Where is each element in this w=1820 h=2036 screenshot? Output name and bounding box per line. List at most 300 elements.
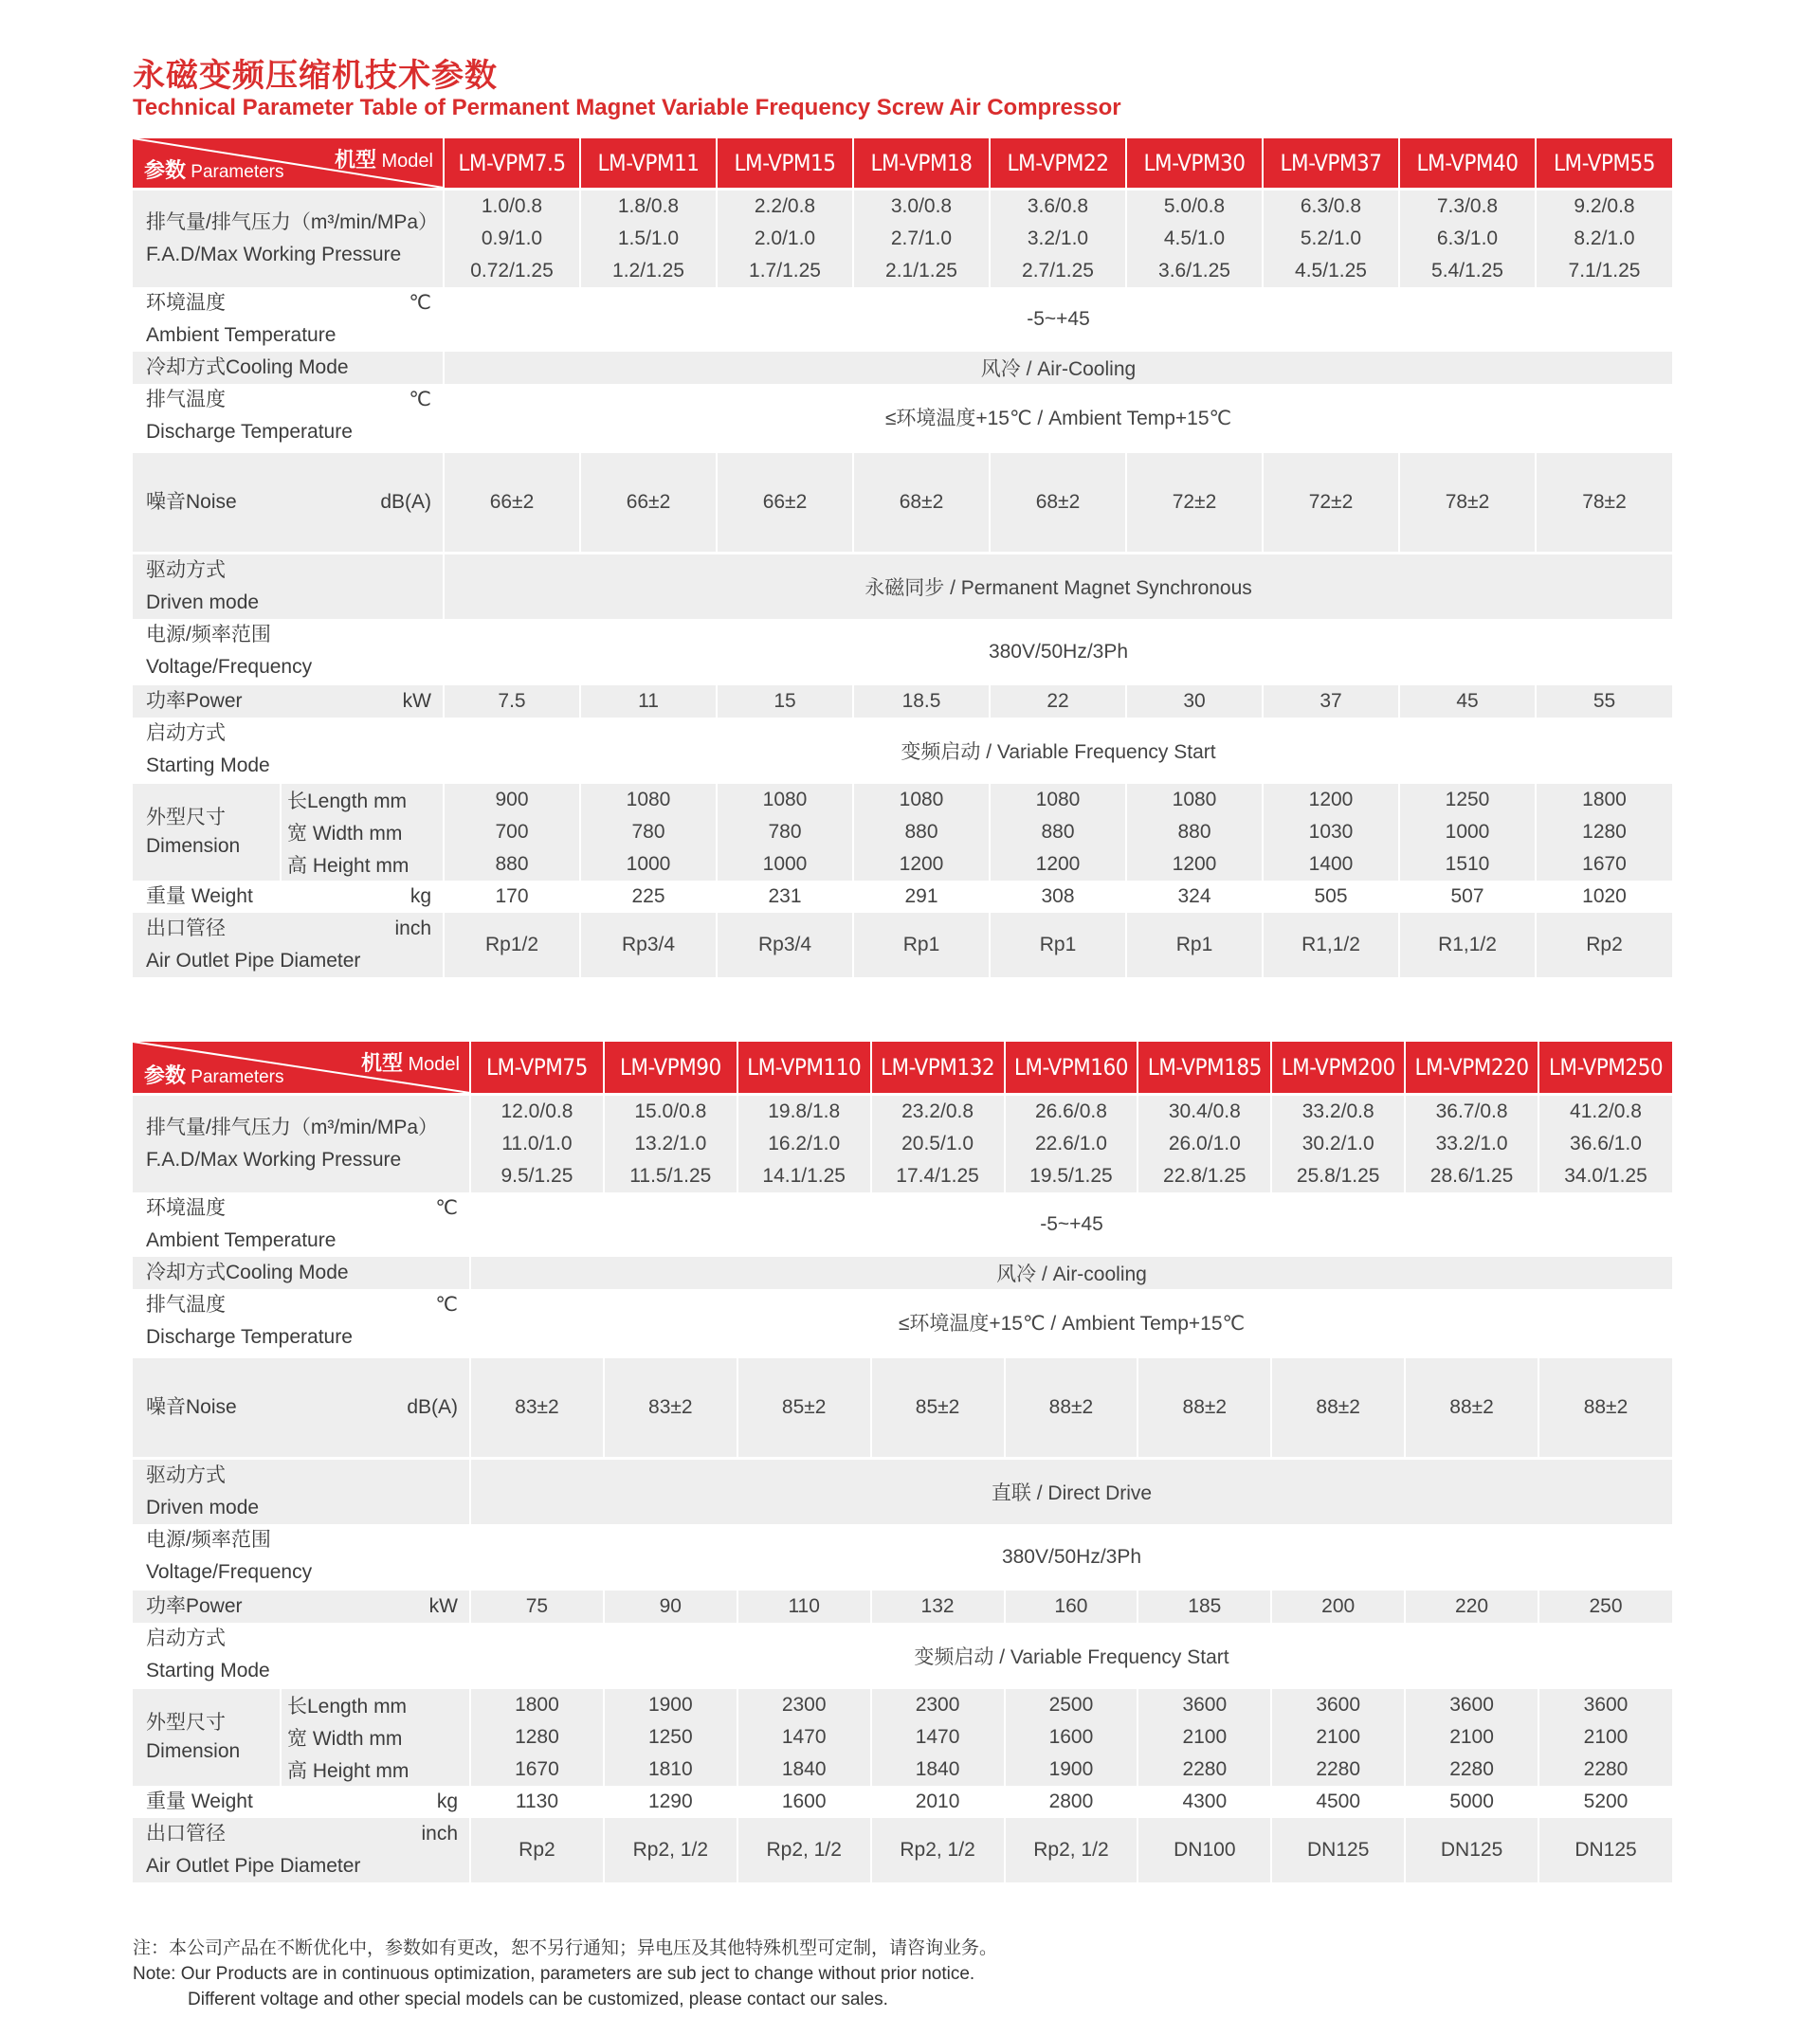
model-header: LM-VPM200 [1271,1042,1405,1093]
dim-height-value: 880 [444,848,580,881]
power-value: 15 [717,685,853,718]
corner-model-label [335,144,433,173]
driven-label-cn: 驱动方式 [146,559,226,581]
ambient-label-cn: 环境温度 [146,1197,226,1219]
ambient-label-en: Ambient Temperature [146,324,337,346]
dim-length-value: 3600 [1271,1689,1405,1721]
header-corner [133,1042,470,1093]
footnote [133,1936,997,2012]
driven-label-en: Driven mode [146,591,260,613]
discharge-unit: ℃ [435,1294,458,1316]
corner-param-label [144,155,284,184]
fad-value: 8.2/1.0 [1574,227,1635,249]
driven-value: 直联 / Direct Drive [991,1482,1153,1504]
row-label [133,453,444,552]
dim-width-value: 1000 [1399,816,1536,848]
dim-length-value: 1080 [717,784,853,816]
row-label [133,881,444,913]
outlet-value: Rp1 [1126,913,1263,977]
row-label [133,1818,470,1882]
outlet-label-cn: 出口管径 [146,918,226,939]
dim-height-value: 1510 [1399,848,1536,881]
weight-value: 505 [1263,881,1399,913]
starting-label-en: Starting Mode [146,1660,270,1682]
dim-height-value: 2280 [1583,1758,1629,1780]
noise-value: 72±2 [1126,453,1263,552]
fad-value: 2.1/1.25 [853,255,990,287]
row-label [133,1524,470,1591]
noise-value: 68±2 [853,453,990,552]
fad-value: 36.6/1.0 [1570,1133,1642,1154]
weight-value: 5200 [1583,1791,1629,1812]
weight-value: 231 [717,881,853,913]
footnote-en-1: Note: Our Products are in continuous optimization, parameters are sub ject to change without prior notice. [133,1964,975,1984]
dim-width-value: 1600 [1005,1721,1138,1754]
power-value: 75 [470,1591,604,1623]
row-label [133,191,444,287]
voltage-label-en: Voltage/Frequency [146,1561,313,1583]
dim-width-value: 880 [990,816,1126,848]
noise-value: 83±2 [470,1358,604,1457]
model-header: LM-VPM40 [1399,138,1536,188]
weight-value: 308 [990,881,1126,913]
dim-height-value: 1900 [1005,1754,1138,1786]
fad-value: 15.0/0.8 [604,1096,737,1128]
dim-width-value: 2100 [1271,1721,1405,1754]
dim-width-value: 1250 [604,1721,737,1754]
row-label [133,913,444,977]
dim-width-value: 700 [444,816,580,848]
voltage-label-en: Voltage/Frequency [146,656,313,678]
power-value: 37 [1263,685,1399,718]
weight-unit: kg [436,1791,458,1812]
cooling-value: 风冷 / Air-Cooling [980,358,1137,380]
dim-length-value: 3600 [1138,1689,1271,1721]
outlet-value: DN100 [1138,1818,1271,1882]
fad-label-cn: 排气量/排气压力（m³/min/MPa） [146,1117,439,1138]
model-header: LM-VPM110 [737,1042,871,1093]
fad-value: 5.0/0.8 [1126,191,1263,223]
outlet-label-en: Air Outlet Pipe Diameter [146,950,361,972]
fad-value: 1.7/1.25 [717,255,853,287]
outlet-value: Rp2, 1/2 [737,1818,871,1882]
fad-value: 6.3/0.8 [1263,191,1399,223]
dim-width-value: 1030 [1263,816,1399,848]
page-title-cn: 永磁变频压缩机技术参数 [133,57,498,95]
fad-label-cn: 排气量/排气压力（m³/min/MPa） [146,211,439,233]
power-value: 250 [1589,1595,1623,1617]
power-unit: kW [402,690,431,712]
dim-height-value: 1670 [1582,853,1627,875]
noise-value: 88±2 [1271,1358,1405,1457]
dim-label-cn: 外型尺寸 [146,1712,226,1734]
discharge-label-en: Discharge Temperature [146,421,353,443]
fad-value: 33.2/1.0 [1405,1128,1538,1160]
voltage-value: 380V/50Hz/3Ph [1001,1546,1142,1568]
weight-label: 重量 Weight [146,885,253,907]
dim-width-value: 880 [853,816,990,848]
dim-width-value: 2100 [1583,1726,1629,1748]
fad-value: 19.5/1.25 [1005,1160,1138,1192]
fad-value: 2.7/1.25 [990,255,1126,287]
power-label: 功率Power [146,690,243,712]
noise-unit: dB(A) [407,1396,458,1418]
dim-sub-label: 高 Height mm [281,1754,470,1786]
dim-length-value: 1800 [470,1689,604,1721]
noise-value: 85±2 [871,1358,1005,1457]
weight-value: 1290 [604,1786,737,1818]
outlet-value: Rp1/2 [444,913,580,977]
power-value: 11 [580,685,717,718]
outlet-value: Rp2, 1/2 [871,1818,1005,1882]
model-header: LM-VPM30 [1126,138,1263,188]
fad-value: 11.0/1.0 [470,1128,604,1160]
power-value: 110 [737,1591,871,1623]
model-header: LM-VPM220 [1405,1042,1538,1093]
fad-value: 4.5/1.25 [1263,255,1399,287]
fad-value: 7.3/0.8 [1399,191,1536,223]
dim-sub-label: 宽 Width mm [281,816,444,848]
voltage-label-cn: 电源/频率范围 [146,624,271,645]
weight-value: 291 [853,881,990,913]
dim-height-value: 1840 [871,1754,1005,1786]
fad-value: 2.7/1.0 [853,223,990,255]
dim-height-value: 1670 [470,1754,604,1786]
dim-height-value: 1200 [853,848,990,881]
fad-value: 30.4/0.8 [1138,1096,1271,1128]
fad-value: 25.8/1.25 [1271,1160,1405,1192]
fad-value: 5.2/1.0 [1263,223,1399,255]
noise-value: 78±2 [1399,453,1536,552]
corner-model-cn: 机型 [360,1051,403,1075]
row-label [133,1192,470,1257]
fad-value: 19.8/1.8 [737,1096,871,1128]
noise-value: 66±2 [580,453,717,552]
dim-height-value: 1200 [990,848,1126,881]
noise-value: 85±2 [737,1358,871,1457]
noise-label: 噪音Noise [146,491,237,513]
dim-length-value: 1900 [604,1689,737,1721]
dim-height-value: 2280 [1271,1754,1405,1786]
corner-param-en: Parameters [191,162,284,182]
voltage-value: 380V/50Hz/3Ph [988,641,1129,663]
starting-label-cn: 启动方式 [146,1627,226,1649]
outlet-value: DN125 [1405,1818,1538,1882]
corner-param-cn: 参数 [144,1063,187,1087]
fad-value: 9.5/1.25 [470,1160,604,1192]
fad-value: 12.0/0.8 [470,1096,604,1128]
fad-value: 26.0/1.0 [1138,1128,1271,1160]
corner-param-en: Parameters [191,1067,284,1087]
noise-value: 88±2 [1583,1396,1629,1418]
fad-value: 0.9/1.0 [444,223,580,255]
ambient-label-en: Ambient Temperature [146,1229,337,1251]
dim-length-value: 3600 [1583,1694,1629,1716]
weight-value: 1020 [1582,885,1627,907]
ambient-unit: ℃ [435,1197,458,1219]
fad-value: 1.8/0.8 [580,191,717,223]
weight-value: 2800 [1005,1786,1138,1818]
row-label [133,1786,470,1818]
footnote-en-2: Different voltage and other special models can be customized, please contact our sales. [188,1990,888,2009]
noise-value: 88±2 [1138,1358,1271,1457]
noise-value: 88±2 [1405,1358,1538,1457]
row-label [133,1460,470,1524]
voltage-label-cn: 电源/频率范围 [146,1529,271,1551]
fad-value: 7.1/1.25 [1568,260,1641,282]
driven-label-en: Driven mode [146,1497,260,1518]
dim-height-value: 1200 [1126,848,1263,881]
dim-width-value: 2100 [1405,1721,1538,1754]
cooling-label: 冷却方式Cooling Mode [146,1262,349,1283]
weight-value: 5000 [1405,1786,1538,1818]
weight-value: 4300 [1138,1786,1271,1818]
fad-value: 3.6/0.8 [990,191,1126,223]
outlet-value: R1,1/2 [1399,913,1536,977]
power-value: 30 [1126,685,1263,718]
power-value: 22 [990,685,1126,718]
model-header: LM-VPM132 [871,1042,1005,1093]
spec-table-1 [133,138,1672,977]
corner-model-en: Model [381,151,433,172]
outlet-unit: inch [421,1823,458,1845]
power-unit: kW [428,1595,458,1617]
fad-label-en: F.A.D/Max Working Pressure [146,244,402,265]
model-header: LM-VPM22 [990,138,1126,188]
starting-value: 变频启动 / Variable Frequency Start [914,1646,1229,1668]
fad-value: 2.2/0.8 [717,191,853,223]
weight-label: 重量 Weight [146,1791,253,1812]
spec-table-2 [133,1042,1672,1882]
cooling-value: 风冷 / Air-cooling [996,1263,1147,1285]
outlet-value: Rp3/4 [717,913,853,977]
model-header: LM-VPM160 [1005,1042,1138,1093]
fad-value: 6.3/1.0 [1399,223,1536,255]
row-label [133,1591,470,1623]
outlet-value: Rp2, 1/2 [1005,1818,1138,1882]
outlet-label-cn: 出口管径 [146,1823,226,1845]
dim-label-en: Dimension [146,1740,241,1762]
fad-value: 16.2/1.0 [737,1128,871,1160]
dim-height-value: 2280 [1138,1754,1271,1786]
header-corner [133,138,444,188]
row-label [133,1096,470,1192]
corner-model-cn: 机型 [334,148,376,172]
weight-value: 225 [580,881,717,913]
starting-label-cn: 启动方式 [146,722,226,744]
outlet-value: R1,1/2 [1263,913,1399,977]
row-label [133,352,444,384]
power-label: 功率Power [146,1595,243,1617]
weight-value: 2010 [871,1786,1005,1818]
discharge-label-en: Discharge Temperature [146,1326,353,1348]
power-value: 185 [1138,1591,1271,1623]
corner-param-cn: 参数 [144,158,187,182]
power-value: 45 [1399,685,1536,718]
ambient-value: -5~+45 [1027,308,1090,330]
power-value: 7.5 [444,685,580,718]
dim-label-cn: 外型尺寸 [146,807,226,828]
dim-sub-label: 宽 Width mm [281,1721,470,1754]
dim-length-value: 1080 [1126,784,1263,816]
model-header: LM-VPM7.5 [444,138,580,188]
discharge-unit: ℃ [409,389,431,410]
noise-label: 噪音Noise [146,1396,237,1418]
ambient-value: -5~+45 [1040,1213,1103,1235]
model-header: LM-VPM11 [580,138,717,188]
fad-value: 13.2/1.0 [604,1128,737,1160]
discharge-value: ≤环境温度+15℃ / Ambient Temp+15℃ [898,1313,1246,1335]
model-header: LM-VPM55 [1536,138,1672,188]
fad-value: 28.6/1.25 [1405,1160,1538,1192]
fad-value: 3.0/0.8 [853,191,990,223]
weight-value: 1600 [737,1786,871,1818]
weight-value: 507 [1399,881,1536,913]
dim-length-value: 1080 [580,784,717,816]
noise-value: 88±2 [1005,1358,1138,1457]
noise-value: 66±2 [717,453,853,552]
weight-unit: kg [410,885,431,907]
dim-width-value: 880 [1126,816,1263,848]
dim-length-value: 2300 [737,1689,871,1721]
row-label [133,619,444,685]
dim-height-value: 1810 [604,1754,737,1786]
discharge-label-cn: 排气温度 [146,389,226,410]
dim-length-value: 1080 [853,784,990,816]
model-header: LM-VPM185 [1138,1042,1271,1093]
corner-model-label [361,1047,460,1077]
fad-value: 2.0/1.0 [717,223,853,255]
fad-value: 1.5/1.0 [580,223,717,255]
fad-value: 22.8/1.25 [1138,1160,1271,1192]
cooling-label: 冷却方式Cooling Mode [146,356,349,378]
driven-value: 永磁同步 / Permanent Magnet Synchronous [864,577,1252,599]
dim-height-value: 1840 [737,1754,871,1786]
dim-height-value: 2280 [1405,1754,1538,1786]
fad-value: 11.5/1.25 [604,1160,737,1192]
starting-label-en: Starting Mode [146,754,270,776]
dim-height-value: 1000 [717,848,853,881]
outlet-value: DN125 [1574,1839,1637,1861]
noise-unit: dB(A) [380,491,431,513]
noise-value: 68±2 [990,453,1126,552]
page-title-en: Technical Parameter Table of Permanent Magnet Variable Frequency Screw Air Compressor [133,95,1121,120]
dim-sub-label: 高 Height mm [281,848,444,881]
row-label [133,384,444,450]
outlet-value: Rp2 [470,1818,604,1882]
noise-value: 66±2 [444,453,580,552]
outlet-value: Rp2 [1586,934,1623,955]
dim-length-value: 2300 [871,1689,1005,1721]
row-label [133,718,444,784]
model-header: LM-VPM75 [470,1042,604,1093]
weight-value: 4500 [1271,1786,1405,1818]
fad-value: 1.2/1.25 [580,255,717,287]
corner-param-label [144,1060,284,1089]
row-label [133,1689,281,1786]
noise-value: 78±2 [1582,491,1627,513]
outlet-value: Rp3/4 [580,913,717,977]
dim-length-value: 1200 [1263,784,1399,816]
outlet-unit: inch [394,918,431,939]
row-label [133,1257,470,1289]
row-label [133,784,281,881]
fad-value: 33.2/0.8 [1271,1096,1405,1128]
dim-width-value: 780 [717,816,853,848]
footnote-cn: 注：本公司产品在不断优化中，参数如有更改，恕不另行通知；异电压及其他特殊机型可定制，请咨询业务。 [133,1938,998,1958]
dim-length-value: 3600 [1405,1689,1538,1721]
outlet-value: Rp1 [853,913,990,977]
row-label [133,287,444,352]
dim-sub-label: 长Length mm [281,1689,470,1721]
power-value: 132 [871,1591,1005,1623]
corner-model-en: Model [408,1054,460,1075]
dim-length-value: 1250 [1399,784,1536,816]
fad-value: 4.5/1.0 [1126,223,1263,255]
discharge-value: ≤环境温度+15℃ / Ambient Temp+15℃ [884,408,1232,429]
dim-length-value: 2500 [1005,1689,1138,1721]
dim-length-value: 1080 [990,784,1126,816]
power-value: 220 [1405,1591,1538,1623]
fad-label-en: F.A.D/Max Working Pressure [146,1149,402,1171]
power-value: 18.5 [853,685,990,718]
fad-value: 9.2/0.8 [1574,195,1635,217]
dim-height-value: 1400 [1263,848,1399,881]
ambient-label-cn: 环境温度 [146,292,226,314]
noise-value: 72±2 [1263,453,1399,552]
model-header: LM-VPM37 [1263,138,1399,188]
row-label [133,1289,470,1355]
fad-value: 1.0/0.8 [444,191,580,223]
driven-label-cn: 驱动方式 [146,1464,226,1486]
outlet-value: Rp2, 1/2 [604,1818,737,1882]
model-header: LM-VPM15 [717,138,853,188]
fad-value: 17.4/1.25 [871,1160,1005,1192]
weight-value: 324 [1126,881,1263,913]
fad-value: 0.72/1.25 [444,255,580,287]
ambient-unit: ℃ [409,292,431,314]
fad-value: 3.2/1.0 [990,223,1126,255]
noise-value: 83±2 [604,1358,737,1457]
weight-value: 1130 [470,1786,604,1818]
fad-value: 41.2/0.8 [1570,1100,1642,1122]
fad-value: 22.6/1.0 [1005,1128,1138,1160]
model-header: LM-VPM250 [1538,1042,1672,1093]
fad-value: 30.2/1.0 [1271,1128,1405,1160]
dim-length-value: 1800 [1582,789,1627,810]
dim-width-value: 1280 [470,1721,604,1754]
fad-value: 3.6/1.25 [1126,255,1263,287]
fad-value: 20.5/1.0 [871,1128,1005,1160]
fad-value: 23.2/0.8 [871,1096,1005,1128]
fad-value: 26.6/0.8 [1005,1096,1138,1128]
model-header: LM-VPM18 [853,138,990,188]
fad-value: 5.4/1.25 [1399,255,1536,287]
dim-sub-label: 长Length mm [281,784,444,816]
dim-width-value: 1470 [737,1721,871,1754]
dim-height-value: 1000 [580,848,717,881]
dim-width-value: 780 [580,816,717,848]
model-header: LM-VPM90 [604,1042,737,1093]
dim-length-value: 900 [444,784,580,816]
row-label [133,554,444,619]
dim-width-value: 2100 [1138,1721,1271,1754]
fad-value: 36.7/0.8 [1405,1096,1538,1128]
outlet-label-en: Air Outlet Pipe Diameter [146,1855,361,1877]
power-value: 160 [1005,1591,1138,1623]
dim-label-en: Dimension [146,835,241,857]
weight-value: 170 [444,881,580,913]
